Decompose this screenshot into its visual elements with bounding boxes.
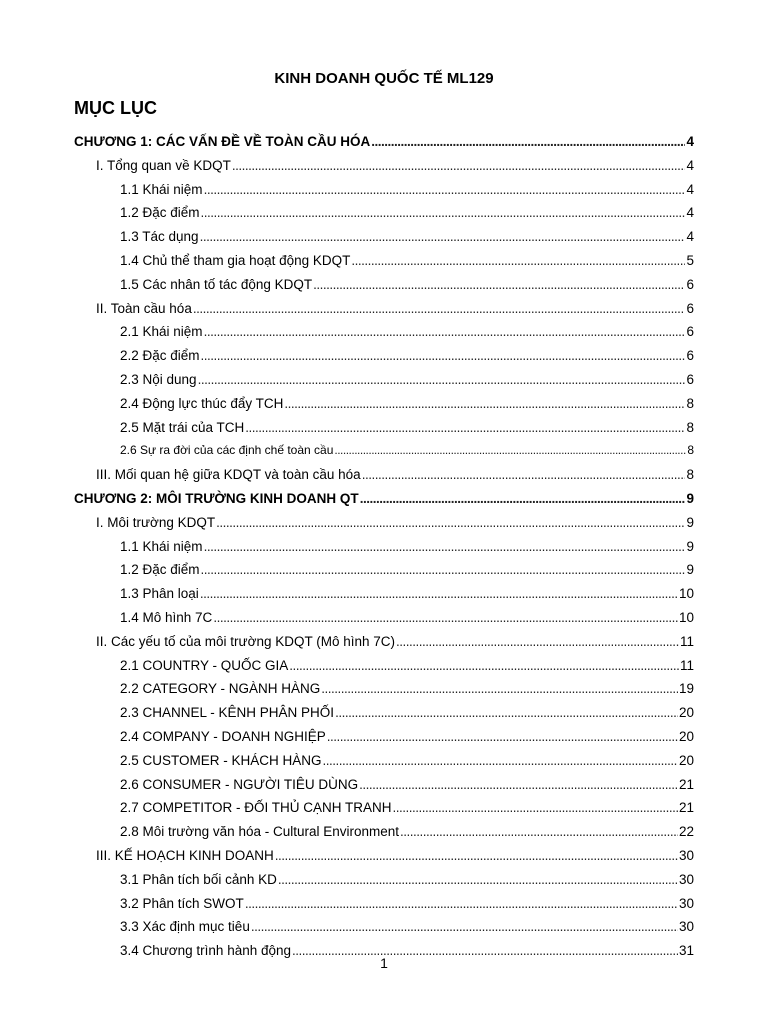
toc-dot-leader: [201, 344, 686, 368]
toc-entry-label: 1.2 Đặc điểm: [120, 562, 200, 578]
toc-entry-page: 10: [678, 586, 694, 602]
toc-subsection-entry[interactable]: [120, 344, 694, 368]
toc-entry-page: 5: [686, 253, 694, 268]
toc-dot-leader: [278, 868, 678, 892]
toc-dot-leader: [360, 487, 686, 511]
toc-entry-page: 22: [678, 824, 694, 840]
toc-subsection-entry[interactable]: [120, 178, 694, 202]
toc-dot-leader: [204, 320, 686, 344]
toc-dot-leader: [245, 892, 678, 916]
toc-dot-leader: [359, 773, 678, 797]
toc-entry-page: 4: [686, 229, 694, 245]
toc-entry-label: 1.4 Chủ thể tham gia hoạt động KDQT: [120, 253, 351, 268]
toc-subsection-entry[interactable]: [120, 749, 694, 773]
toc-subsection-entry[interactable]: [120, 820, 694, 844]
toc-entry-label: III. Mối quan hệ giữa KDQT và toàn cầu hóa: [96, 467, 361, 483]
toc-entry-page: 31: [678, 943, 694, 959]
toc-subsection-entry[interactable]: [120, 868, 694, 892]
toc-entry-label: 2.2 CATEGORY - NGÀNH HÀNG: [120, 681, 321, 697]
toc-entry-label: 2.6 Sự ra đời của các định chế toàn cầu: [120, 443, 334, 458]
toc-entry-label: 2.2 Đặc điểm: [120, 348, 200, 364]
toc-subsection-entry[interactable]: [120, 796, 694, 820]
toc-entry-label: II. Các yếu tố của môi trường KDQT (Mô hình 7C): [96, 633, 395, 649]
toc-dot-leader: [396, 630, 679, 654]
toc-dot-leader: [216, 511, 685, 535]
document-title: KINH DOANH QUỐC TẾ ML129: [274, 70, 494, 87]
toc-subsection-entry[interactable]: [120, 654, 694, 678]
toc-subsection-entry[interactable]: [120, 701, 694, 725]
toc-subsection-entry[interactable]: [120, 558, 694, 582]
toc-dot-leader: [245, 416, 685, 440]
toc-entry-page: 4: [686, 134, 694, 149]
toc-dot-leader: [289, 654, 679, 678]
toc-entry-label: III. KẾ HOẠCH KINH DOANH: [96, 848, 274, 863]
toc-entry-page: 20: [678, 752, 694, 768]
toc-entry-page: 6: [686, 348, 694, 364]
toc-entry-label: 1.3 Phân loại: [120, 586, 199, 602]
toc-entry-page: 4: [686, 181, 694, 197]
toc-dot-leader: [204, 178, 686, 202]
toc-subsection-entry[interactable]: [120, 249, 694, 273]
toc-entry-label: CHƯƠNG 2: MÔI TRƯỜNG KINH DOANH QT: [74, 491, 359, 506]
toc-dot-leader: [198, 368, 686, 392]
toc-dot-leader: [323, 749, 678, 773]
toc-entry-label: 1.2 Đặc điểm: [120, 205, 200, 221]
toc-entry-page: 10: [678, 610, 694, 625]
toc-subsection-entry[interactable]: [120, 677, 694, 701]
toc-entry-page: 6: [686, 324, 694, 340]
toc-subsection-entry[interactable]: [120, 439, 694, 463]
toc-entry-label: I. Tổng quan về KDQT: [96, 157, 231, 173]
toc-entry-label: 3.3 Xác định mục tiêu: [120, 919, 250, 935]
toc-entry-label: 2.6 CONSUMER - NGƯỜI TIÊU DÙNG: [120, 776, 359, 792]
toc-subsection-entry[interactable]: [120, 225, 694, 249]
toc-entry-label: 1.1 Khái niệm: [120, 181, 203, 197]
toc-entry-page: 21: [678, 776, 694, 792]
toc-entry-page: 20: [678, 729, 694, 744]
toc-subsection-entry[interactable]: [120, 392, 694, 416]
toc-dot-leader: [327, 725, 678, 749]
toc-entry-label: 3.1 Phân tích bối cảnh KD: [120, 871, 277, 887]
toc-entry-label: 2.1 Khái niệm: [120, 324, 203, 340]
toc-entry-page: 11: [679, 657, 694, 673]
toc-entry-page: 30: [678, 871, 694, 887]
toc-entry-page: 11: [679, 633, 694, 649]
toc-entry-label: 1.4 Mô hình 7C: [120, 610, 213, 625]
toc-dot-leader: [371, 130, 685, 154]
toc-entry-label: 2.4 Động lực thúc đẩy TCH: [120, 395, 284, 411]
toc-entry-page: 21: [678, 800, 694, 816]
toc-dot-leader: [351, 249, 685, 273]
toc-dot-leader: [362, 463, 686, 487]
toc-entry-label: II. Toàn cầu hóa: [96, 300, 192, 316]
toc-section-entry[interactable]: [96, 630, 694, 654]
toc-dot-leader: [201, 558, 686, 582]
toc-entry-page: 8: [687, 443, 694, 458]
toc-section-entry[interactable]: [96, 297, 694, 321]
toc-dot-leader: [232, 154, 686, 178]
toc-subsection-entry[interactable]: [120, 368, 694, 392]
toc-dot-leader: [321, 677, 678, 701]
toc-entry-label: 2.4 COMPANY - DOANH NGHIỆP: [120, 729, 326, 744]
toc-entry-page: 30: [678, 895, 694, 911]
toc-dot-leader: [400, 820, 678, 844]
toc-entry-label: CHƯƠNG 1: CÁC VẤN ĐỀ VỀ TOÀN CẦU HÓA: [74, 134, 371, 149]
toc-dot-leader: [251, 915, 678, 939]
toc-subsection-entry[interactable]: [120, 773, 694, 797]
toc-entry-label: 2.5 Mặt trái của TCH: [120, 419, 245, 435]
toc-entry-label: 1.1 Khái niệm: [120, 538, 203, 554]
toc-dot-leader: [335, 701, 678, 725]
page-number: 1: [380, 955, 388, 971]
toc-dot-leader: [201, 201, 686, 225]
toc-entry-label: 1.3 Tác dụng: [120, 229, 199, 245]
toc-entry-label: 2.8 Môi trường văn hóa - Cultural Environment: [120, 824, 400, 840]
toc-dot-leader: [200, 582, 678, 606]
toc-entry-page: 9: [686, 538, 694, 554]
toc-subsection-entry[interactable]: [120, 535, 694, 559]
toc-entry-label: 3.2 Phân tích SWOT: [120, 895, 244, 911]
toc-chapter-entry[interactable]: [74, 487, 694, 511]
toc-subsection-entry[interactable]: [120, 582, 694, 606]
toc-entry-page: 19: [678, 681, 694, 697]
toc-entry-page: 30: [678, 848, 694, 863]
toc-entry-label: 1.5 Các nhân tố tác động KDQT: [120, 276, 313, 292]
toc-section-entry[interactable]: [96, 154, 694, 178]
toc-entry-page: 6: [686, 276, 694, 292]
toc-entry-label: 2.7 COMPETITOR - ĐỐI THỦ CẠNH TRANH: [120, 800, 392, 816]
toc-entry-page: 8: [686, 395, 694, 411]
toc-entry-label: I. Môi trường KDQT: [96, 514, 216, 530]
toc-dot-leader: [193, 297, 686, 321]
toc-entry-page: 9: [686, 514, 694, 530]
toc-subsection-entry[interactable]: [120, 915, 694, 939]
toc-dot-leader: [204, 535, 686, 559]
toc-entry-label: 2.3 CHANNEL - KÊNH PHÂN PHỐI: [120, 705, 335, 721]
toc-entry-page: 6: [686, 300, 694, 316]
toc-entry-page: 9: [686, 491, 694, 506]
toc-dot-leader: [334, 439, 686, 463]
toc-entry-label: 2.1 COUNTRY - QUỐC GIA: [120, 657, 289, 673]
toc-dot-leader: [284, 392, 685, 416]
toc-subsection-entry[interactable]: [120, 892, 694, 916]
toc-section-entry[interactable]: [96, 511, 694, 535]
toc-dot-leader: [213, 606, 678, 630]
toc-section-entry[interactable]: [96, 463, 694, 487]
toc-dot-leader: [393, 796, 678, 820]
toc-entry-label: 2.5 CUSTOMER - KHÁCH HÀNG: [120, 752, 322, 768]
toc-subsection-entry[interactable]: [120, 273, 694, 297]
toc-section-entry[interactable]: [96, 844, 694, 868]
toc-subsection-entry[interactable]: [120, 201, 694, 225]
toc-subsection-entry[interactable]: [120, 416, 694, 440]
toc-chapter-entry[interactable]: [74, 130, 694, 154]
toc-entry-page: 4: [686, 205, 694, 221]
toc-heading: MỤC LỤC: [74, 98, 157, 118]
toc-entry-page: 8: [686, 419, 694, 435]
toc-subsection-entry[interactable]: [120, 725, 694, 749]
toc-dot-leader: [313, 273, 685, 297]
toc-entry-page: 6: [686, 372, 694, 387]
toc-entry-page: 30: [678, 919, 694, 935]
toc-dot-leader: [275, 844, 678, 868]
toc-entry-label: 3.4 Chương trình hành động: [120, 943, 292, 959]
toc-entry-page: 4: [686, 157, 694, 173]
toc-dot-leader: [200, 225, 686, 249]
toc-subsection-entry[interactable]: [120, 606, 694, 630]
toc-entry-page: 9: [686, 562, 694, 578]
toc-entry-label: 2.3 Nội dung: [120, 372, 197, 387]
toc-subsection-entry[interactable]: [120, 320, 694, 344]
toc-entry-page: 20: [678, 705, 694, 721]
toc-entry-page: 8: [686, 467, 694, 483]
